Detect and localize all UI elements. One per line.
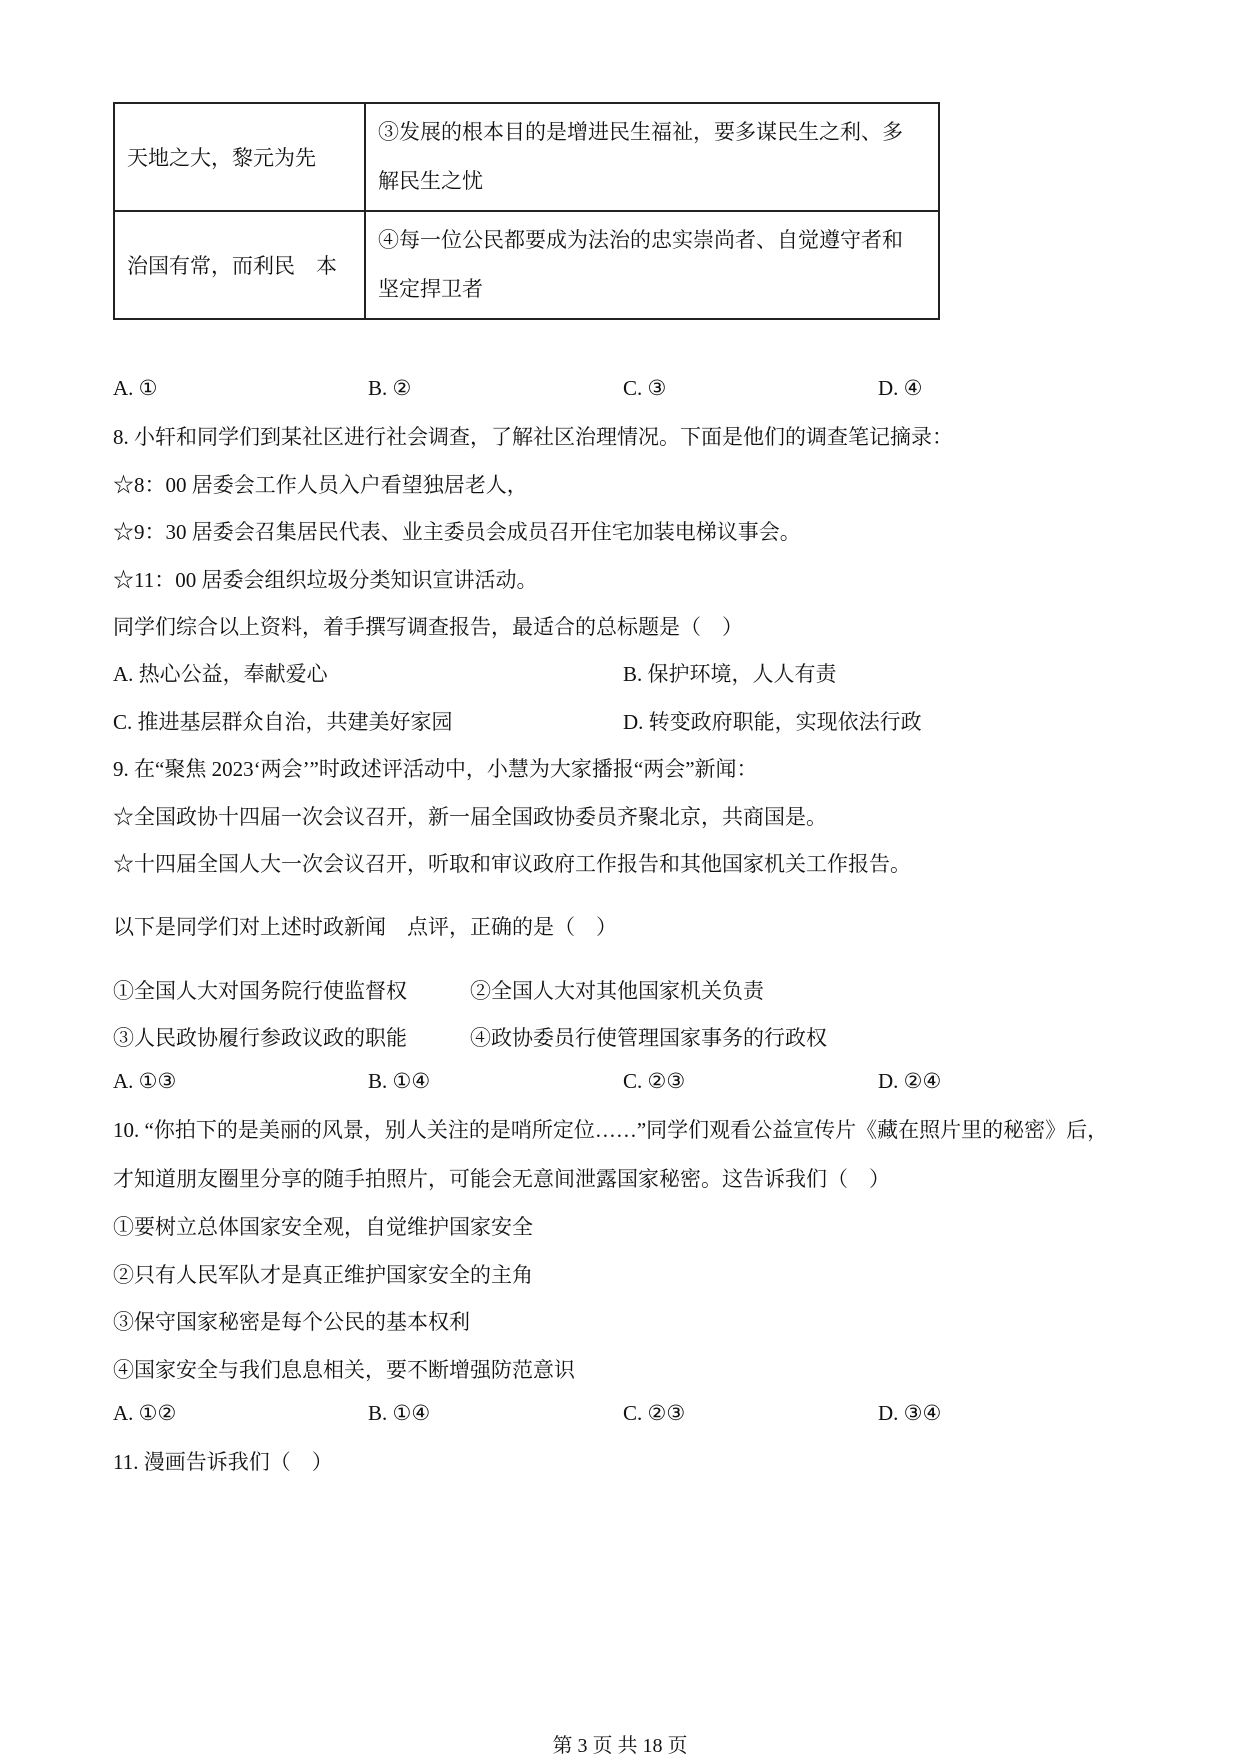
page-footer: 第 3 页 共 18 页 — [552, 1735, 688, 1757]
q9-statement: ③人民政协履行参政议政的职能 — [113, 1026, 407, 1050]
q10-option-b[interactable]: B. ①④ — [368, 1401, 431, 1425]
q9-option-a[interactable]: A. ①③ — [113, 1069, 177, 1093]
q8-option-d[interactable]: D. 转变政府职能，实现依法行政 — [623, 710, 922, 734]
q8-stem: 8. 小轩和同学们到某社区进行社会调查，了解社区治理情况。下面是他们的调查笔记摘录： — [113, 425, 953, 449]
q8-note: ☆9：30 居委会召集居民代表、业主委员会成员召开住宅加装电梯议事会。 — [113, 520, 801, 544]
table-cell-meaning — [365, 103, 939, 211]
table-cell-line: ③发展的根本目的是增进民生福祉，要多谋民生之利、多 — [378, 120, 903, 144]
q7-option-c[interactable]: C. ③ — [623, 376, 667, 400]
q7-option-b[interactable]: B. ② — [368, 376, 412, 400]
q10-stem-line2: 才知道朋友圈里分享的随手拍照片，可能会无意间泄露国家秘密。这告诉我们（ ） — [113, 1167, 890, 1191]
q9-stem: 9. 在“聚焦 2023‘两会’”时政述评活动中，小慧为大家播报“两会”新闻： — [113, 757, 758, 781]
q10-option-a[interactable]: A. ①② — [113, 1401, 177, 1425]
q9-statement: ②全国人大对其他国家机关负责 — [470, 979, 764, 1003]
q9-option-b[interactable]: B. ①④ — [368, 1069, 431, 1093]
table-cell-line: 坚定捍卫者 — [378, 277, 483, 301]
table-cell-line: ④每一位公民都要成为法治的忠实崇尚者、自觉遵守者和 — [378, 228, 903, 252]
q7-option-d[interactable]: D. ④ — [878, 376, 923, 400]
q8-option-c[interactable]: C. 推进基层群众自治，共建美好家园 — [113, 710, 453, 734]
q9-option-c[interactable]: C. ②③ — [623, 1069, 686, 1093]
q9-statement: ①全国人大对国务院行使监督权 — [113, 979, 407, 1003]
q10-statement: ②只有人民军队才是真正维护国家安全的主角 — [113, 1263, 533, 1287]
q10-option-c[interactable]: C. ②③ — [623, 1401, 686, 1425]
q10-statement: ③保守国家秘密是每个公民的基本权利 — [113, 1310, 470, 1334]
table-cell-meaning — [365, 211, 939, 319]
q8-note: ☆8：00 居委会工作人员入户看望独居老人， — [113, 473, 528, 497]
q7-option-a[interactable]: A. ① — [113, 376, 158, 400]
q9-question: 以下是同学们对上述时政新闻 点评，正确的是（ ） — [113, 915, 617, 939]
q8-option-b[interactable]: B. 保护环境，人人有责 — [623, 662, 837, 686]
q9-option-d[interactable]: D. ②④ — [878, 1069, 942, 1093]
q9-statement: ④政协委员行使管理国家事务的行政权 — [470, 1026, 827, 1050]
q11-stem: 11. 漫画告诉我们（ ） — [113, 1450, 333, 1474]
q8-note: ☆11：00 居委会组织垃圾分类知识宣讲活动。 — [113, 568, 538, 592]
q9-news: ☆十四届全国人大一次会议召开，听取和审议政府工作报告和其他国家机关工作报告。 — [113, 852, 911, 876]
table-cell-quote: 天地之大，黎元为先 — [114, 103, 365, 211]
table-cell-quote: 治国有常，而利民 本 — [114, 211, 365, 319]
q10-statement: ①要树立总体国家安全观，自觉维护国家安全 — [113, 1215, 533, 1239]
q8-option-a[interactable]: A. 热心公益，奉献爱心 — [113, 662, 328, 686]
table-row — [114, 211, 939, 319]
q10-option-d[interactable]: D. ③④ — [878, 1401, 942, 1425]
q10-stem-line1: 10. “你拍下的是美丽的风景，别人关注的是哨所定位……”同学们观看公益宣传片《藏在照片里的秘密》后， — [113, 1118, 1109, 1142]
table-row — [114, 103, 939, 211]
q8-question: 同学们综合以上资料，着手撰写调查报告，最适合的总标题是（ ） — [113, 615, 743, 639]
q10-statement: ④国家安全与我们息息相关，要不断增强防范意识 — [113, 1358, 575, 1382]
table-cell-line: 解民生之忧 — [378, 169, 483, 193]
quote-table — [113, 102, 940, 320]
q9-news: ☆全国政协十四届一次会议召开，新一届全国政协委员齐聚北京，共商国是。 — [113, 805, 827, 829]
